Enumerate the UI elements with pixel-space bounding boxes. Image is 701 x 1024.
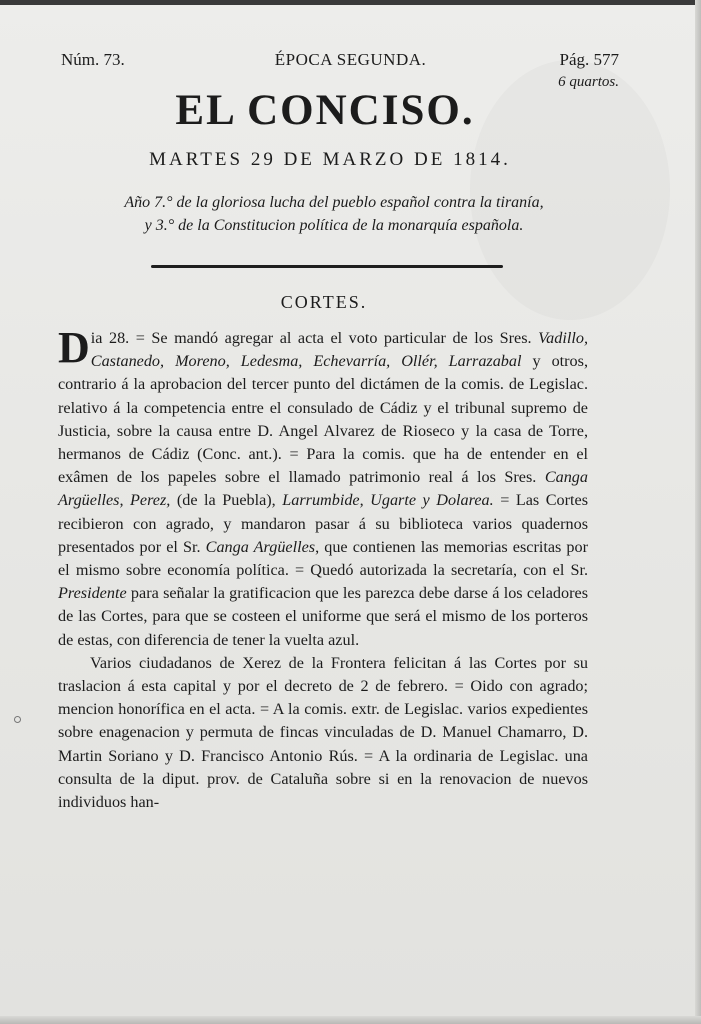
section-title: CORTES.: [280, 292, 368, 312]
epoch-label: ÉPOCA SEGUNDA.: [274, 50, 427, 69]
year-line-2: y 3.° de la Constitucion política de la monarquía española.: [144, 217, 524, 234]
scan-right-edge: [695, 0, 701, 1024]
scan-top-border: [0, 0, 701, 5]
price-quartos: 6 quartos.: [558, 74, 619, 90]
margin-mark: [14, 716, 21, 723]
year-line-1: Año 7.° de la gloriosa lucha del pueblo español contra la tiranía,: [124, 194, 544, 211]
issue-number: Núm. 73.: [61, 50, 125, 69]
article-paragraph-2: Varios ciudadanos de Xerez de la Frontera felicitan á las Cortes por su traslacion á esta capital y por el decreto de 2 de febrero. = Oido con agrado; mencion honorífica en el acta. = A la comis. extr. de Legislac. varios expedientes sobre enagenacion y permuta de fincas vinculadas de D. Manuel Chamarro, D. Martin Soriano y D. Francisco Antonio Rús. = A la ordinaria de Legislac. una consulta de la diput. prov. de Cataluña sobre si en la renovacion de nuevos individuos han-: [58, 653, 589, 812]
newspaper-title: EL CONCISO.: [175, 87, 475, 134]
scan-bottom-edge: [0, 1016, 701, 1024]
drop-cap: D: [58, 323, 90, 372]
page-number: Pág. 577: [559, 50, 619, 69]
section-divider: [151, 265, 503, 268]
article-body: [58, 323, 589, 814]
article-paragraph-1: Dia 28. = Se mandó agregar al acta el voto particular de los Sres. Vadillo, Castanedo, Moreno, Ledesma, Echevarría, Ollér, Larrazabal y otros, contrario á la aprobacion del tercer punto del dictámen de la comis. de Legislac. relativo á la competencia entre el consulado de Cádiz y el tribunal supremo de Justicia, sobre la causa entre D. Angel Alvarez de Rioseco y la casa de Torre, hermanos de Cádiz (Conc. ant.). = Para la comis. que ha de entender en el exâmen de los papeles sobre el llamado patrimonio real á los Sres. Canga Argüelles, Perez, (de la Puebla), Larrumbide, Ugarte y Dolarea. = Las Cortes recibieron con agrado, y mandaron pasar á su biblioteca varios quadernos presentados por el Sr. Canga Argüelles, que contienen las memorias escritas por el mismo sobre economía política. = Quedó autorizada la secretaría, con el Sr. Presidente para señalar la gratificacion que les parezca debe darse á los celadores de las Cortes, para que se costeen el uniforme que será el mismo de los porteros de estas, con diferencia de tener la vuelta azul.: [58, 323, 589, 649]
issue-date: MARTES 29 DE MARZO DE 1814.: [149, 149, 511, 170]
